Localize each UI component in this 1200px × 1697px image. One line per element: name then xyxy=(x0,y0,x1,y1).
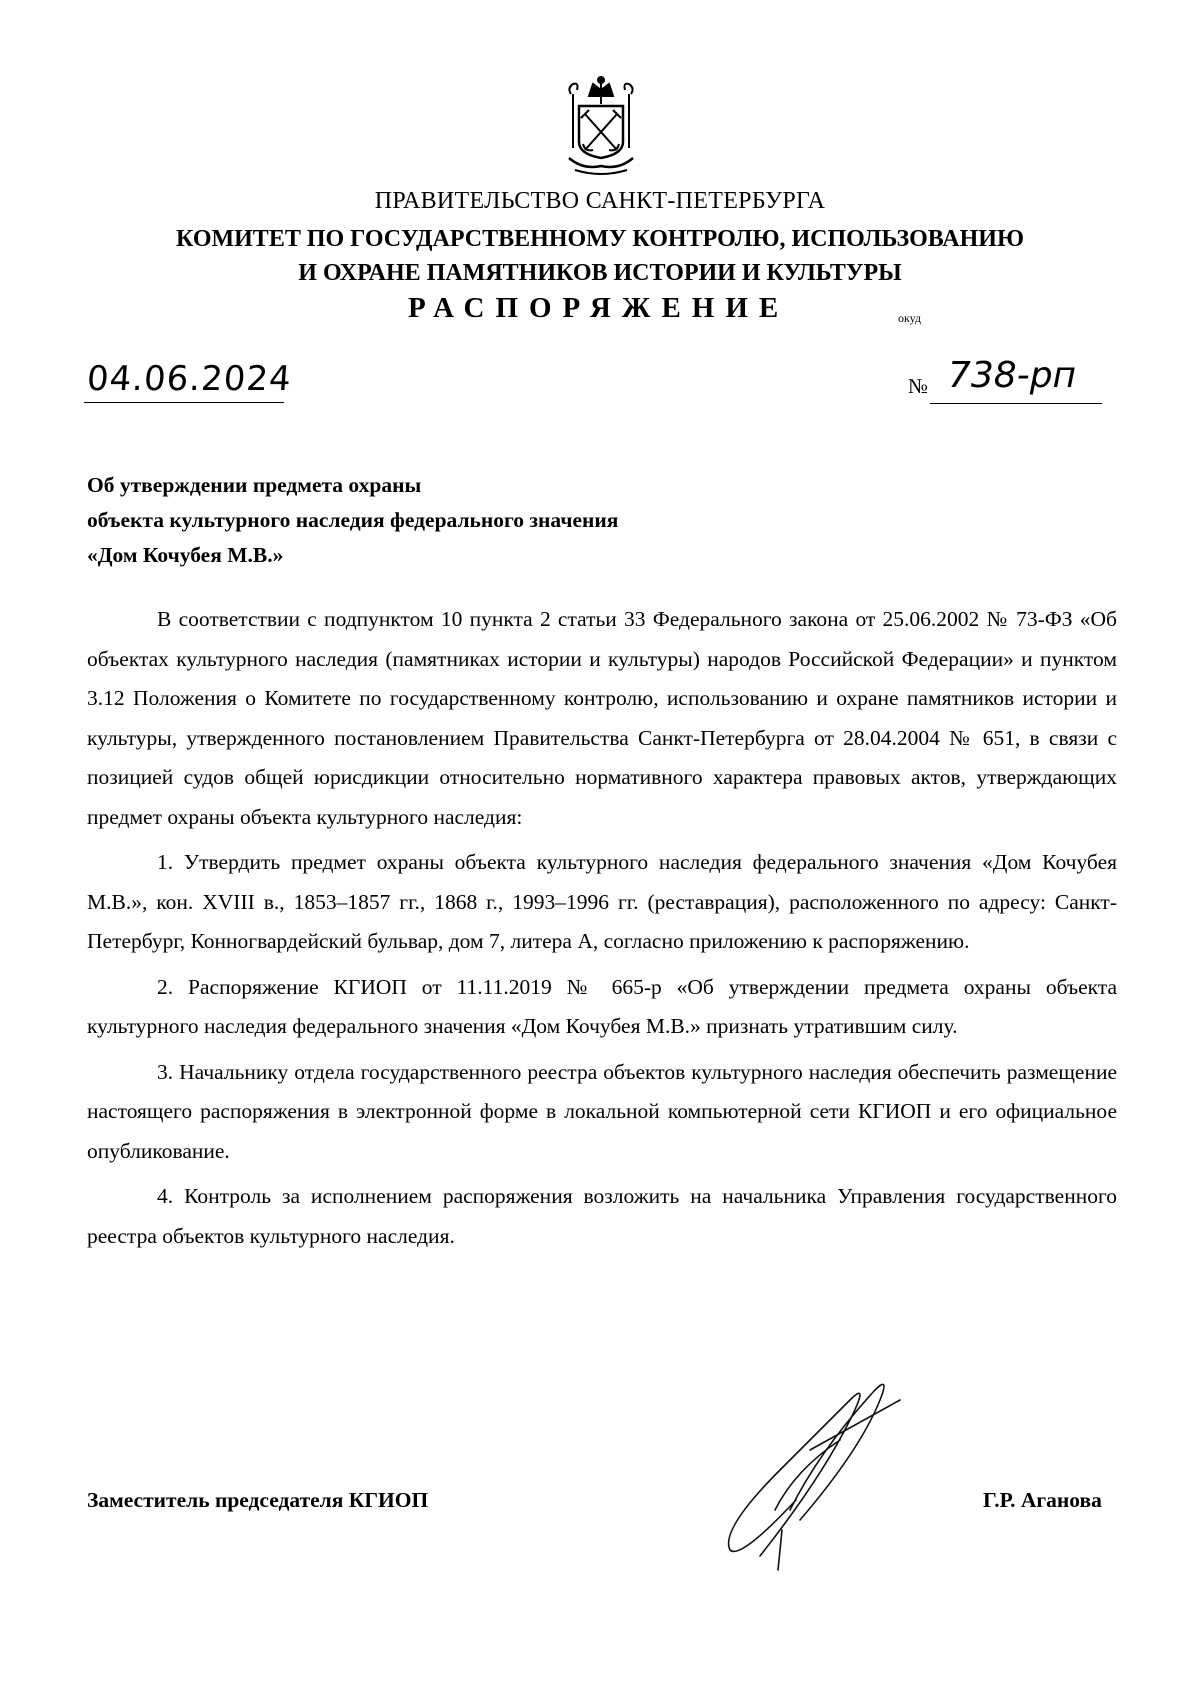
committee-name xyxy=(0,222,1200,290)
document-number: 738-рп xyxy=(948,355,1077,396)
document-type: РАСПОРЯЖЕНИЕ xyxy=(408,292,790,324)
signatory-position: Заместитель председателя КГИОП xyxy=(87,1488,429,1512)
document-date: 04.06.2024 xyxy=(85,359,294,399)
committee-name-line1: КОМИТЕТ ПО ГОСУДАРСТВЕННОМУ КОНТРОЛЮ, ИСПОЛЬЗОВАНИЮ xyxy=(176,226,1024,252)
number-sign: № xyxy=(908,374,929,398)
number-underline xyxy=(930,403,1102,404)
subject-line: Об утверждении предмета охраны xyxy=(87,473,422,497)
okud-label: окуд xyxy=(898,311,922,325)
item-paragraph-1: 1. Утвердить предмет охраны объекта культурного наследия федерального значения «Дом Кочубея М.В.», кон. XVIII в., 1853–1857 гг., 1868 г., 1993–1996 гг. (реставрация), расположенного по адресу: Санкт-Петербург, Конногвардейский бульвар, дом 7, литера А, согласно приложению к распоряжению. xyxy=(87,850,1117,953)
handwritten-signature xyxy=(700,1360,930,1580)
date-underline xyxy=(84,402,284,403)
document-body xyxy=(87,600,1117,1256)
signatory-name: Г.Р. Аганова xyxy=(983,1488,1102,1512)
committee-name-line2: И ОХРАНЕ ПАМЯТНИКОВ ИСТОРИИ И КУЛЬТУРЫ xyxy=(298,260,902,286)
subject-line: объекта культурного наследия федерального значения xyxy=(87,508,619,532)
preamble-paragraph: В соответствии с подпунктом 10 пункта 2 статьи 33 Федерального закона от 25.06.2002 № 73-ФЗ «Об объектах культурного наследия (памятниках истории и культуры) народов Российской Федерации» и пунктом 3.12 Положения о Комитете по государственному контролю, использованию и охране памятников истории и культуры, утвержденного постановлением Правительства Санкт-Петербурга от 28.04.2004 № 651, в связи с позицией судов общей юрисдикции относительно нормативного характера правовых актов, утверждающих предмет охраны объекта культурного наследия: xyxy=(87,607,1117,829)
document-subject xyxy=(87,468,618,573)
st-petersburg-coat-of-arms-icon xyxy=(565,74,637,182)
government-name: ПРАВИТЕЛЬСТВО САНКТ-ПЕТЕРБУРГА xyxy=(374,188,826,214)
item-paragraph-2: 2. Распоряжение КГИОП от 11.11.2019 № 665-р «Об утверждении предмета охраны объекта культурного наследия федерального значения «Дом Кочубея М.В.» признать утратившим силу. xyxy=(87,974,1117,1038)
subject-line: «Дом Кочубея М.В.» xyxy=(87,543,284,567)
item-paragraph-4: 4. Контроль за исполнением распоряжения возложить на начальника Управления государственного реестра объектов культурного наследия. xyxy=(87,1184,1117,1248)
item-paragraph-3: 3. Начальнику отдела государственного реестра объектов культурного наследия обеспечить размещение настоящего распоряжения в электронной форме в локальной компьютерной сети КГИОП и его официальное опубликование. xyxy=(87,1059,1117,1163)
